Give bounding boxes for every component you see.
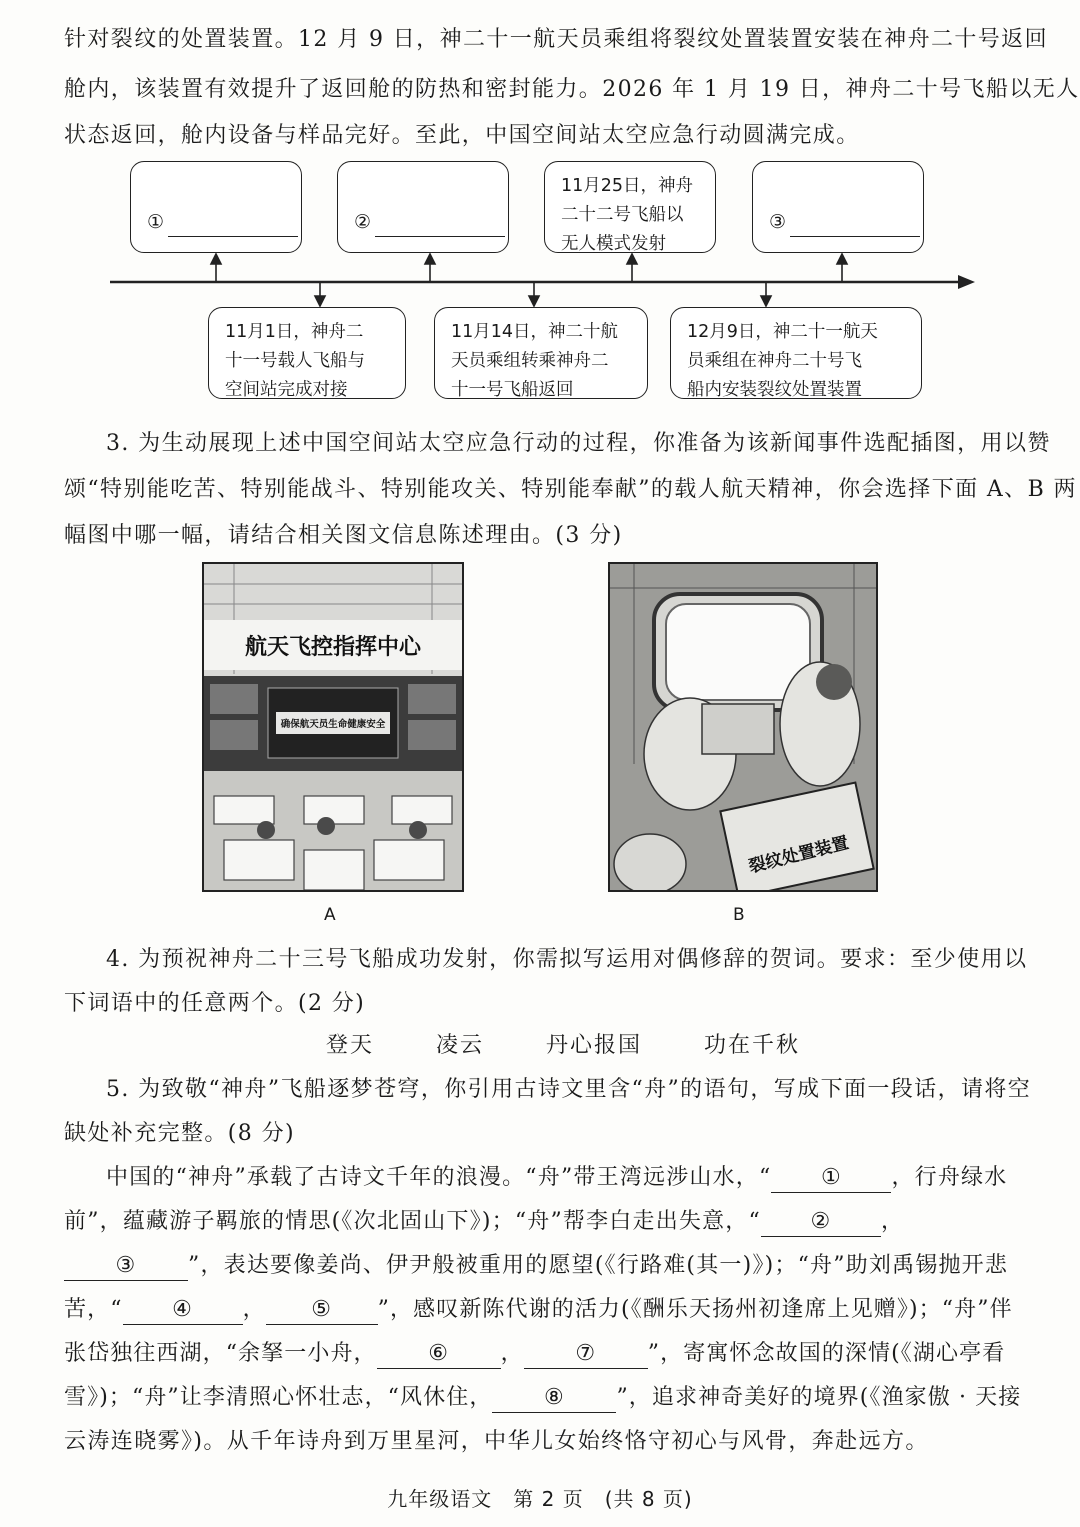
q5-para-line-7: 云涛连晓雾》)。从千年诗舟到万里星河，中华儿女始终恪守初心与风骨，奔赴远方。 (64, 1429, 929, 1454)
intro-line-1: 针对裂纹的处置装置。12 月 9 日，神二十一航天员乘组将裂纹处置装置安装在神舟二十号返回 (64, 27, 1048, 52)
q4-word: 凌云 (436, 1033, 485, 1058)
q3-line-1: 3. 为生动展现上述中国空间站太空应急行动的过程，你准备为该新闻事件选配插图，用以赞 (106, 431, 1051, 456)
q5-line-1: 5. 为致敬“神舟”飞船逐梦苍穹，你引用古诗文里含“舟”的语句，写成下面一段话，请将空 (106, 1077, 1032, 1102)
q5-para-line-1: 中国的“神舟”承载了古诗文千年的浪漫。“舟”带王湾远涉山水，“ ① ，行舟绿水 (106, 1160, 1007, 1193)
q5-para-line-6: 雪》)；“舟”让李清照心怀壮志，“风休住， ⑧ ”，追求神奇美好的境界(《渔家傲 · 天接 (64, 1380, 1021, 1413)
q5-para-line-4: 苦，“ ④ ， ⑤ ”，感叹新陈代谢的活力(《酬乐天扬州初逢席上见赠》)；“舟”伴 (64, 1292, 1013, 1325)
blank-2: ② (761, 1210, 881, 1237)
blank-4: ④ (123, 1298, 243, 1325)
intro-line-3: 状态返回，舱内设备与样品完好。至此，中国空间站太空应急行动圆满完成。 (64, 123, 860, 148)
q5-para-line-3: ③ ”，表达要像姜尚、伊尹般被重用的愿望(《行路难(其一)》)；“舟”助刘禹锡抛开悲 (64, 1248, 1008, 1281)
blank-7: ⑦ (524, 1342, 648, 1369)
page-footer: 九年级语文 第 2 页 (共 8 页) (387, 1487, 693, 1511)
timeline-box-return: 11月14日，神二十航 天员乘组转乘神舟二 十一号飞船返回 (434, 307, 648, 399)
figure-a-banner: 确保航天员生命健康安全 (280, 719, 386, 730)
q4-line-2: 下词语中的任意两个。(2 分) (64, 991, 366, 1016)
blank-5: ⑤ (266, 1298, 378, 1325)
q3-line-3: 幅图中哪一幅，请结合相关图文信息陈述理由。(3 分) (64, 523, 623, 548)
q5-para-line-2: 前”，蕴藏游子羁旅的情思(《次北固山下》)；“舟”帮李白走出失意，“ ② ， (64, 1204, 904, 1237)
q5-para-line-5: 张岱独往西湖，“余拏一小舟， ⑥ ， ⑦ ”，寄寓怀念故国的深情(《湖心亭看 (64, 1336, 1005, 1369)
q4-word: 功在千秋 (704, 1033, 801, 1058)
blank-3: ③ (64, 1254, 188, 1281)
q5-line-2: 缺处补充完整。(8 分) (64, 1121, 295, 1146)
q4-word-list (326, 1028, 800, 1059)
timeline-box-docking: 11月1日，神舟二 十一号载人飞船与 空间站完成对接 (208, 307, 406, 399)
q4-line-1: 4. 为预祝神舟二十三号飞船成功发射，你需拟写运用对偶修辞的贺词。要求：至少使用以 (106, 947, 1028, 972)
timeline-box-blank-1: ① (130, 161, 302, 253)
timeline-box-launch: 11月25日，神舟 二十二号飞船以 无人模式发射 (544, 161, 716, 253)
figure-b-caption: B (733, 905, 745, 925)
q4-word: 丹心报国 (546, 1033, 643, 1058)
intro-line-2: 舱内，该装置有效提升了返回舱的防热和密封能力。2026 年 1 月 19 日，神舟二十号飞船以无人 (64, 77, 1080, 102)
blank-8: ⑧ (492, 1386, 616, 1413)
timeline-box-blank-2: ② (337, 161, 509, 253)
blank-1: ① (771, 1166, 891, 1193)
figure-a-caption: A (324, 905, 336, 925)
figure-a-control-center (202, 562, 464, 892)
blank-6: ⑥ (377, 1342, 501, 1369)
figure-a-sign: 航天飞控指挥中心 (244, 635, 422, 660)
figure-b-box-label: 裂纹处置装置 (746, 833, 851, 878)
q3-line-2: 颂“特别能吃苦、特别能战斗、特别能攻关、特别能奉献”的载人航天精神，你会选择下面 A、B 两 (64, 477, 1077, 502)
timeline-box-blank-3: ③ (752, 161, 924, 253)
q4-word: 登天 (326, 1033, 375, 1058)
timeline-box-repair: 12月9日，神二十一航天 员乘组在神舟二十号飞 船内安装裂纹处置装置 (670, 307, 922, 399)
figure-b-astronauts (608, 562, 878, 892)
